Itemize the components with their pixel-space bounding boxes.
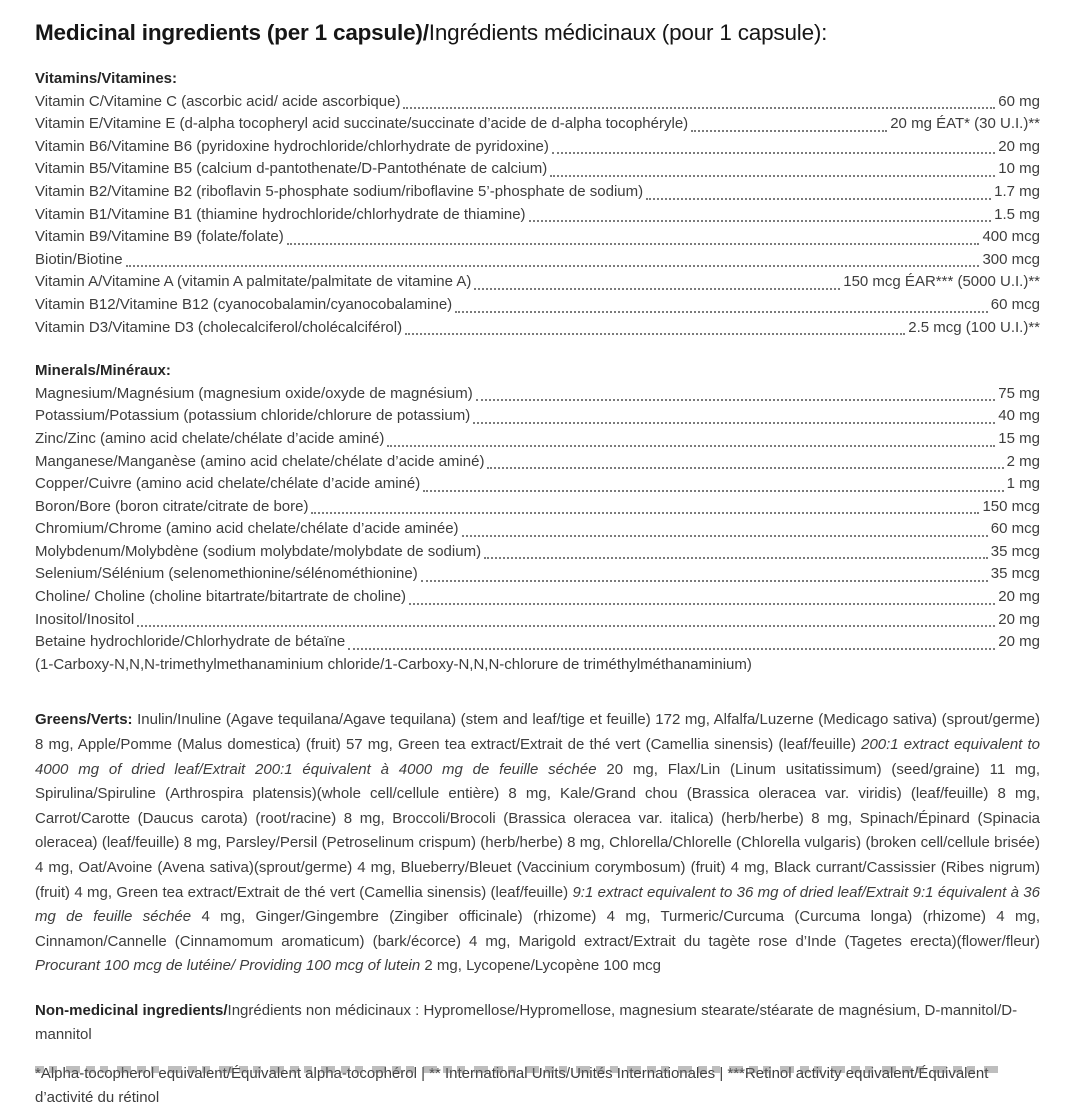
ingredient-amount: 35 mcg bbox=[990, 542, 1040, 560]
minerals-heading: Minerals/Minéraux: bbox=[35, 362, 171, 380]
greens-extract-equivalence-2: 9:1 extract equivalent to 36 mg of dried leaf/Extrait 9:1 équivalent à 36 mg de feuille séchée bbox=[35, 883, 1040, 926]
dot-leader bbox=[474, 271, 840, 290]
ingredient-name: Selenium/Sélénium (selenomethionine/sélénométhionine) bbox=[35, 565, 418, 583]
vitamins-section bbox=[35, 68, 1040, 339]
ingredient-row bbox=[35, 113, 1040, 136]
dot-leader bbox=[421, 563, 988, 582]
ingredient-row bbox=[35, 405, 1040, 428]
ingredient-amount: 60 mg bbox=[998, 92, 1040, 110]
dot-leader bbox=[403, 91, 995, 110]
ingredient-amount: 1 mg bbox=[1006, 475, 1040, 493]
dot-leader bbox=[455, 294, 988, 313]
ingredient-name: Vitamin B12/Vitamine B12 (cyanocobalamin/cyanocobalamine) bbox=[35, 295, 453, 313]
ingredient-row bbox=[35, 518, 1040, 541]
ingredient-amount: 150 mcg ÉAR*** (5000 U.I.)** bbox=[843, 273, 1040, 291]
ingredient-row bbox=[35, 204, 1040, 227]
ingredient-amount: 300 mcg bbox=[982, 250, 1040, 268]
dot-leader bbox=[484, 541, 988, 560]
ingredient-amount: 2 mg bbox=[1006, 452, 1040, 470]
ingredient-row bbox=[35, 91, 1040, 114]
dot-leader bbox=[348, 631, 995, 650]
dot-leader bbox=[646, 181, 991, 200]
ingredient-name: Biotin/Biotine bbox=[35, 250, 123, 268]
ingredient-name: Boron/Bore (boron citrate/citrate de bore) bbox=[35, 497, 309, 515]
ingredient-row bbox=[35, 586, 1040, 609]
ingredient-name: Zinc/Zinc (amino acid chelate/chélate d’acide aminé) bbox=[35, 429, 385, 447]
greens-text-3: 4 mg, Ginger/Gingembre (Zingiber officinale) (rhizome) 4 mg, Turmeric/Curcuma (Curcuma longa) (rhizome) 4 mg, Cinnamon/Cannelle (Cinnamomum aromaticum) (bark/écorce) 4 mg, Marigold extract/Extrait du tagète rose d’Inde (Tagetes erecta)(flower/fleur) bbox=[35, 908, 1040, 950]
ingredient-row bbox=[35, 249, 1040, 272]
ingredient-row bbox=[35, 451, 1040, 474]
ingredient-row bbox=[35, 541, 1040, 564]
ingredient-name: Vitamin B6/Vitamine B6 (pyridoxine hydrochloride/chlorhydrate de pyridoxine) bbox=[35, 137, 549, 155]
dot-leader bbox=[409, 586, 995, 605]
dot-leader bbox=[423, 473, 1003, 492]
ingredient-row bbox=[35, 271, 1040, 294]
ingredient-name: Vitamin C/Vitamine C (ascorbic acid/ acide ascorbique) bbox=[35, 92, 401, 110]
ingredient-name: Choline/ Choline (choline bitartrate/bitartrate de choline) bbox=[35, 588, 407, 606]
minerals-list bbox=[35, 383, 1040, 654]
ingredient-amount: 1.7 mg bbox=[994, 182, 1040, 200]
ingredient-amount: 10 mg bbox=[998, 160, 1040, 178]
ingredient-name: Vitamin B9/Vitamine B9 (folate/folate) bbox=[35, 228, 284, 246]
ingredient-amount: 20 mg bbox=[998, 610, 1040, 628]
ingredient-name: Vitamin E/Vitamine E (d-alpha tocopheryl acid succinate/succinate d’acide de d-alpha tocophéryle) bbox=[35, 115, 689, 133]
ingredient-name: Copper/Cuivre (amino acid chelate/chélate d’acide aminé) bbox=[35, 475, 421, 493]
dot-leader bbox=[550, 158, 995, 177]
ingredient-row bbox=[35, 609, 1040, 632]
greens-paragraph bbox=[35, 708, 1040, 979]
dot-leader bbox=[691, 113, 887, 132]
ingredient-amount: 20 mg ÉAT* (30 U.I.)** bbox=[890, 115, 1040, 133]
ingredient-amount: 400 mcg bbox=[982, 228, 1040, 246]
ingredient-name: Vitamin B2/Vitamine B2 (riboflavin 5-phosphate sodium/riboflavine 5’-phosphate de sodium) bbox=[35, 182, 644, 200]
ingredient-amount: 20 mg bbox=[998, 633, 1040, 651]
minerals-section bbox=[35, 360, 1040, 676]
ingredient-row bbox=[35, 136, 1040, 159]
ingredient-amount: 2.5 mcg (100 U.I.)** bbox=[908, 318, 1040, 336]
ingredient-amount: 60 mcg bbox=[990, 520, 1040, 538]
title-english: Medicinal ingredients (per 1 capsule)/ bbox=[35, 20, 429, 45]
ingredient-row bbox=[35, 631, 1040, 654]
dot-leader bbox=[137, 609, 995, 628]
ingredient-name: Vitamin B1/Vitamine B1 (thiamine hydrochloride/chlorhydrate de thiamine) bbox=[35, 205, 526, 223]
greens-extract-equivalence-1: 200:1 extract equivalent to 4000 mg of dried leaf/Extrait 200:1 équivalent à 4000 mg de feuille séchée bbox=[35, 736, 1040, 778]
title-french: Ingrédients médicinaux (pour 1 capsule): bbox=[428, 20, 828, 45]
ingredient-amount: 1.5 mg bbox=[994, 205, 1040, 223]
ingredient-name: Inositol/Inositol bbox=[35, 610, 135, 628]
ingredient-name: Chromium/Chrome (amino acid chelate/chélate d’acide aminée) bbox=[35, 520, 459, 538]
dot-leader bbox=[473, 405, 995, 424]
ingredient-row bbox=[35, 473, 1040, 496]
dot-leader bbox=[487, 451, 1003, 470]
ingredient-amount: 150 mcg bbox=[982, 497, 1040, 515]
non-medicinal-paragraph bbox=[35, 999, 1040, 1047]
ingredient-amount: 35 mcg bbox=[990, 565, 1040, 583]
ingredient-amount: 20 mg bbox=[998, 588, 1040, 606]
ingredient-name: Manganese/Manganèse (amino acid chelate/chélate d’acide aminé) bbox=[35, 452, 485, 470]
dot-leader bbox=[476, 383, 996, 402]
dot-leader bbox=[311, 496, 979, 515]
ingredient-row bbox=[35, 496, 1040, 519]
ingredient-row bbox=[35, 294, 1040, 317]
ingredient-row bbox=[35, 226, 1040, 249]
vitamins-heading: Vitamins/Vitamines: bbox=[35, 70, 178, 87]
ingredient-amount: 40 mg bbox=[998, 407, 1040, 425]
ingredient-row bbox=[35, 158, 1040, 181]
dot-leader bbox=[405, 317, 905, 336]
dot-leader bbox=[126, 249, 980, 268]
vitamins-list bbox=[35, 91, 1040, 340]
greens-text-2: 20 mg, Flax/Lin (Linum usitatissimum) (seed/graine) 11 mg, Spirulina/Spiruline (Arthrospira platensis)(whole cell/cellule entière) 8 mg, Kale/Grand chou (Brassica oleracea var. viridis) (leaf/feuille) 8 mg, Carrot/Carotte (Daucus carota) (root/racine) 8 mg, Broccoli/Brocoli (Brassica oleracea var. italica) (herb/herbe) 8 mg, Spinach/Épinard (Spinacia oleracea) (leaf/feuille) 8 mg, Parsley/Persil (Petroselinum crispum) (herb/herbe) 8 mg, Chlorella/Chlorelle (Chlorella vulgaris) (broken cell/cellule brisée) 4 mg, Oat/Avoine (Avena sativa)(sprout/germe) 4 mg, Blueberry/Bleuet (Vaccinium corymbosum) (fruit) 4 mg, Black currant/Cassissier (Ribes nigrum)(fruit) 4 mg, Green tea extract/Extrait de thé vert (Camellia sinensis) (leaf/feuille) bbox=[35, 760, 1040, 901]
ingredient-row bbox=[35, 181, 1040, 204]
dot-leader bbox=[462, 518, 988, 537]
non-medicinal-heading: Non-medicinal ingredients/ bbox=[35, 1001, 228, 1019]
betaine-chemical-note: (1-Carboxy-N,N,N-trimethylmethanaminium chloride/1-Carboxy-N,N,N-chlorure de triméthylméthanaminium) bbox=[35, 655, 752, 673]
cropped-text-strip bbox=[35, 1066, 1002, 1073]
dot-leader bbox=[387, 428, 995, 447]
ingredient-row bbox=[35, 563, 1040, 586]
ingredient-name: Vitamin B5/Vitamine B5 (calcium d-pantothenate/D-Pantothénate de calcium) bbox=[35, 160, 548, 178]
dot-leader bbox=[529, 204, 992, 223]
ingredient-name: Betaine hydrochloride/Chlorhydrate de bétaïne bbox=[35, 633, 346, 651]
footnotes-paragraph: *Alpha-tocopherol equivalent/Équivalent alpha-tocophérol | ** International Units/Unités Internationales | ***Retinol activity equivalent/Équivalent d’activité du rétinol bbox=[35, 1064, 989, 1106]
ingredient-amount: 75 mg bbox=[998, 384, 1040, 402]
non-medicinal-text: Ingrédients non médicinaux : Hypromellose/Hypromellose, magnesium stearate/stéarate de magnésium, D-mannitol/D-mannitol bbox=[35, 1001, 1018, 1043]
page-title bbox=[35, 20, 1040, 46]
ingredient-amount: 15 mg bbox=[998, 429, 1040, 447]
greens-text-4: 2 mg, Lycopene/Lycopène 100 mcg bbox=[420, 957, 661, 975]
ingredient-name: Vitamin D3/Vitamine D3 (cholecalciferol/cholécalciférol) bbox=[35, 318, 403, 336]
ingredient-amount: 20 mg bbox=[998, 137, 1040, 155]
ingredient-name: Magnesium/Magnésium (magnesium oxide/oxyde de magnésium) bbox=[35, 384, 473, 402]
ingredient-name: Potassium/Potassium (potassium chloride/chlorure de potassium) bbox=[35, 407, 471, 425]
greens-heading: Greens/Verts: bbox=[35, 711, 138, 729]
ingredient-amount: 60 mcg bbox=[990, 295, 1040, 313]
ingredient-name: Vitamin A/Vitamine A (vitamin A palmitate/palmitate de vitamine A) bbox=[35, 273, 472, 291]
ingredient-row bbox=[35, 383, 1040, 406]
greens-text-1: Inulin/Inuline (Agave tequilana/Agave tequilana) (stem and leaf/tige et feuille) 172 mg, Alfalfa/Luzerne (Medicago sativa) (sprout/germe) 8 mg, Apple/Pomme (Malus domestica) (fruit) 57 mg, Green tea extract/Extrait de thé vert (Camellia sinensis) (leaf/feuille) bbox=[35, 711, 1040, 754]
greens-lutein-note: Procurant 100 mcg de lutéine/ Providing 100 mcg of lutein bbox=[35, 957, 421, 975]
ingredient-row bbox=[35, 428, 1040, 451]
ingredient-name: Molybdenum/Molybdène (sodium molybdate/molybdate de sodium) bbox=[35, 542, 482, 560]
dot-leader bbox=[287, 226, 980, 245]
dot-leader bbox=[552, 136, 995, 155]
ingredient-row bbox=[35, 317, 1040, 340]
